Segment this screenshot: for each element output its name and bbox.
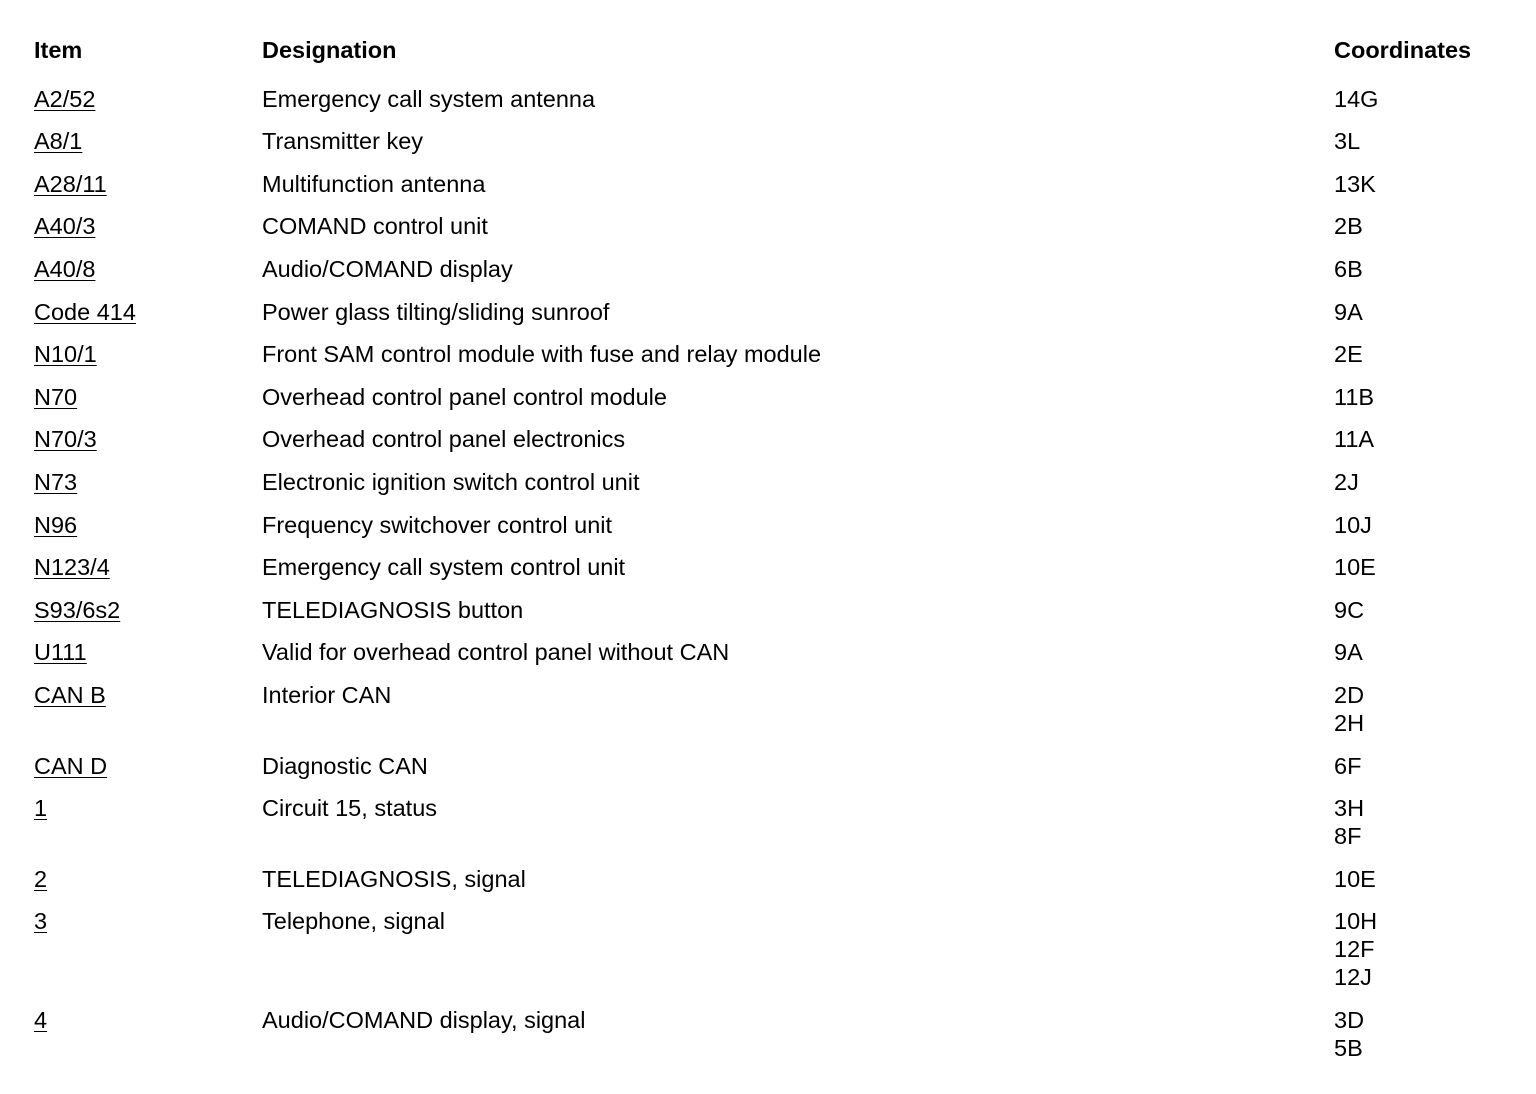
item-link[interactable]: N73 xyxy=(34,468,78,495)
designation-text: Emergency call system control unit xyxy=(262,554,626,581)
designation-text: Circuit 15, status xyxy=(262,795,438,822)
table-row xyxy=(34,1006,1504,1062)
designation-text: COMAND control unit xyxy=(262,213,488,240)
coordinate-value: 10E xyxy=(1334,554,1376,581)
coordinates-cell xyxy=(1334,468,1359,496)
table-row xyxy=(34,85,1504,113)
item-link[interactable]: A28/11 xyxy=(34,170,107,197)
coordinate-value: 5B xyxy=(1334,1034,1363,1061)
coordinates-cell xyxy=(1334,340,1363,368)
item-link[interactable]: A40/8 xyxy=(34,255,96,282)
designation-text: Overhead control panel electronics xyxy=(262,426,626,453)
coordinates-cell xyxy=(1334,865,1376,893)
table-row xyxy=(34,170,1504,198)
designation-text: Overhead control panel control module xyxy=(262,383,667,410)
coordinates-cell xyxy=(1334,681,1364,737)
coordinate-value: 10H xyxy=(1334,908,1378,935)
coordinates-cell xyxy=(1334,907,1377,991)
designation-text: Valid for overhead control panel without CAN xyxy=(262,639,730,666)
coordinate-value: 9A xyxy=(1334,639,1363,666)
table-row xyxy=(34,553,1504,581)
table-body xyxy=(34,85,1504,1062)
table-row xyxy=(34,596,1504,624)
coordinate-value: 2J xyxy=(1334,468,1359,495)
coordinates-cell xyxy=(1334,752,1361,780)
item-link[interactable]: N10/1 xyxy=(34,341,97,368)
table-row xyxy=(34,127,1504,155)
legend-table xyxy=(34,36,1504,1062)
designation-text: Multifunction antenna xyxy=(262,170,486,197)
item-link[interactable]: 2 xyxy=(34,865,48,892)
table-row xyxy=(34,340,1504,368)
coordinate-value: 2B xyxy=(1334,213,1363,240)
coordinates-cell xyxy=(1334,511,1372,539)
designation-text: Frequency switchover control unit xyxy=(262,511,613,538)
item-link[interactable]: Code 414 xyxy=(34,298,136,325)
coordinate-value: 14G xyxy=(1334,85,1379,112)
coordinate-value: 3H xyxy=(1334,795,1365,822)
coordinates-cell xyxy=(1334,425,1374,453)
item-link[interactable]: 1 xyxy=(34,795,48,822)
coordinate-value: 9A xyxy=(1334,298,1363,325)
item-link[interactable]: U111 xyxy=(34,639,87,666)
coordinates-cell xyxy=(1334,1006,1364,1062)
coordinate-value: 8F xyxy=(1334,823,1362,850)
table-row xyxy=(34,865,1504,893)
table-row xyxy=(34,255,1504,283)
table-row xyxy=(34,425,1504,453)
designation-text: Front SAM control module with fuse and relay module xyxy=(262,341,822,368)
header-coordinates: Coordinates xyxy=(1334,37,1472,63)
item-link[interactable]: N70 xyxy=(34,383,78,410)
designation-text: Diagnostic CAN xyxy=(262,752,428,779)
item-link[interactable]: N96 xyxy=(34,511,78,538)
table-row xyxy=(34,907,1504,991)
item-link[interactable]: A40/3 xyxy=(34,213,96,240)
table-row xyxy=(34,383,1504,411)
coordinates-cell xyxy=(1334,170,1376,198)
item-link[interactable]: A2/52 xyxy=(34,85,96,112)
designation-text: Power glass tilting/sliding sunroof xyxy=(262,298,610,325)
item-link[interactable]: S93/6s2 xyxy=(34,596,121,623)
item-link[interactable]: 4 xyxy=(34,1006,48,1033)
coordinate-value: 11A xyxy=(1334,426,1375,453)
table-row xyxy=(34,298,1504,326)
designation-text: Electronic ignition switch control unit xyxy=(262,468,640,495)
table-row xyxy=(34,511,1504,539)
table-row xyxy=(34,752,1504,780)
coordinate-value: 10E xyxy=(1334,865,1376,892)
designation-text: Transmitter key xyxy=(262,128,424,155)
coordinate-value: 2H xyxy=(1334,709,1365,736)
coordinates-cell xyxy=(1334,638,1363,666)
table-header xyxy=(34,36,1504,70)
coordinate-value: 11B xyxy=(1334,383,1375,410)
coordinate-value: 3L xyxy=(1334,128,1361,155)
designation-text: Audio/COMAND display xyxy=(262,255,513,282)
item-link[interactable]: N123/4 xyxy=(34,554,110,581)
coordinates-cell xyxy=(1334,596,1364,624)
table-row xyxy=(34,681,1504,737)
designation-text: Telephone, signal xyxy=(262,908,445,935)
coordinate-value: 6F xyxy=(1334,752,1362,779)
header-item: Item xyxy=(34,37,83,63)
coordinate-value: 3D xyxy=(1334,1006,1365,1033)
designation-text: Interior CAN xyxy=(262,681,392,708)
coordinates-cell xyxy=(1334,383,1374,411)
designation-text: TELEDIAGNOSIS button xyxy=(262,596,524,623)
coordinate-value: 9C xyxy=(1334,596,1365,623)
table-row xyxy=(34,794,1504,850)
table-row xyxy=(34,468,1504,496)
item-link[interactable]: N70/3 xyxy=(34,426,97,453)
coordinates-cell xyxy=(1334,127,1360,155)
coordinates-cell xyxy=(1334,298,1363,326)
table-row xyxy=(34,212,1504,240)
coordinates-cell xyxy=(1334,794,1364,850)
header-designation: Designation xyxy=(262,37,397,63)
item-link[interactable]: CAN D xyxy=(34,752,108,779)
coordinate-value: 12J xyxy=(1334,964,1372,991)
coordinate-value: 13K xyxy=(1334,170,1376,197)
coordinate-value: 12F xyxy=(1334,936,1375,963)
item-link[interactable]: CAN B xyxy=(34,681,106,708)
coordinates-cell xyxy=(1334,212,1363,240)
coordinate-value: 2D xyxy=(1334,681,1365,708)
designation-text: Audio/COMAND display, signal xyxy=(262,1006,586,1033)
designation-text: Emergency call system antenna xyxy=(262,85,596,112)
designation-text: TELEDIAGNOSIS, signal xyxy=(262,865,526,892)
item-link[interactable]: A8/1 xyxy=(34,128,83,155)
table-row xyxy=(34,638,1504,666)
coordinates-cell xyxy=(1334,553,1376,581)
item-link[interactable]: 3 xyxy=(34,908,48,935)
coordinate-value: 6B xyxy=(1334,255,1363,282)
coordinates-cell xyxy=(1334,85,1378,113)
coordinate-value: 2E xyxy=(1334,341,1363,368)
coordinates-cell xyxy=(1334,255,1363,283)
coordinate-value: 10J xyxy=(1334,511,1372,538)
